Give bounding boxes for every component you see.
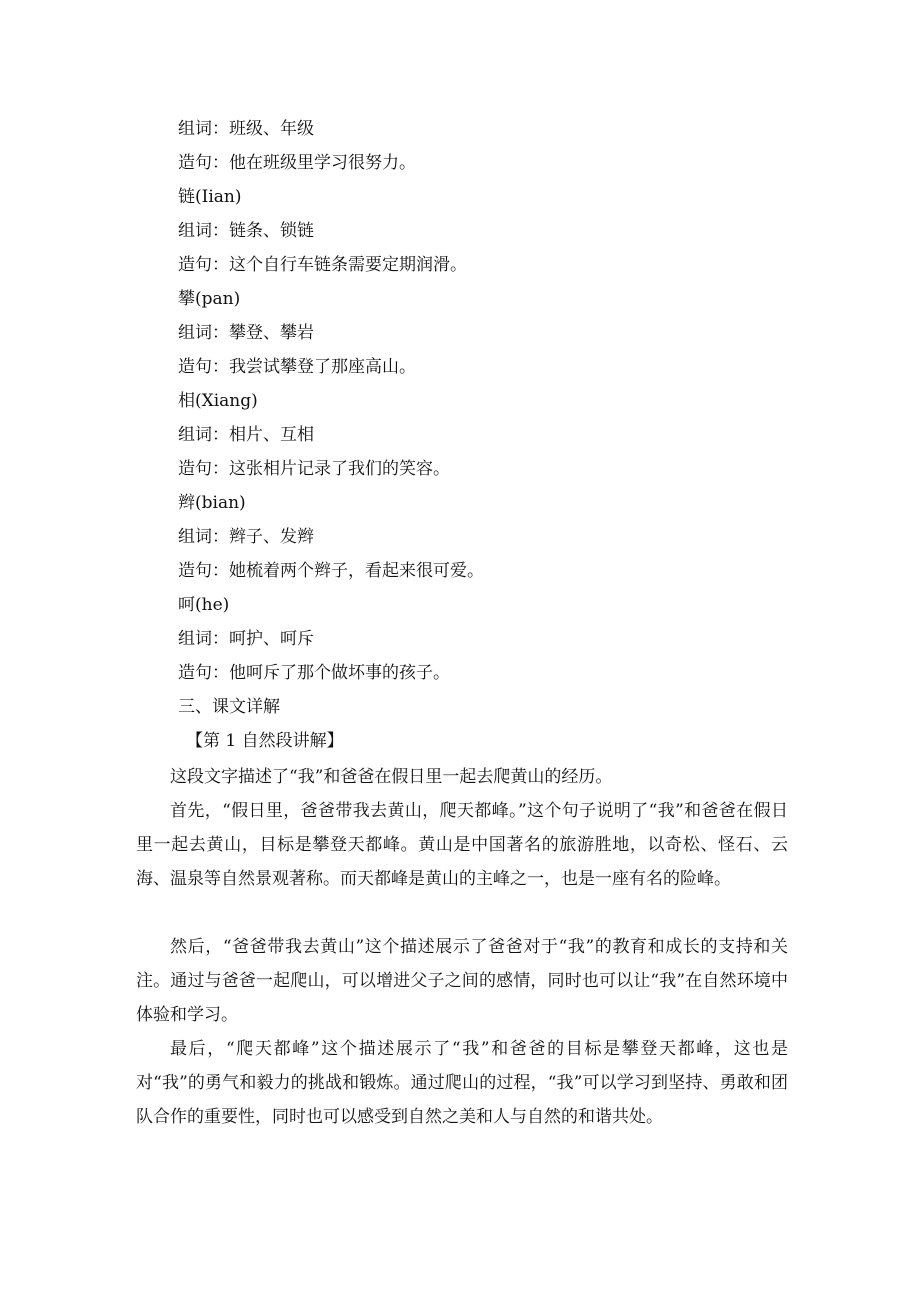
vocab-header: 呵(he) (178, 595, 230, 615)
vocab-sentence: 造句：他在班级里学习很努力。 (178, 153, 416, 173)
vocab-compound: 组词：链条、锁链 (178, 221, 314, 241)
vocab-sentence: 造句：他呵斥了那个做坏事的孩子。 (178, 663, 450, 683)
vocab-header: 链(Iian) (178, 187, 242, 207)
vocab-compound: 组词：呵护、呵斥 (178, 629, 314, 649)
vocab-sentence: 造句：我尝试攀登了那座高山。 (178, 357, 416, 377)
vocab-compound: 组词：辫子、发辫 (178, 527, 314, 547)
paragraph: 然后，“爸爸带我去黄山”这个描述展示了爸爸对于“我”的教育和成长的支持和关注。通过与爸爸一起爬山，可以增进父子之间的感情，同时也可以让“我”在自然环境中体验和学习。 (136, 937, 788, 1025)
paragraph: 最后，“爬天都峰”这个描述展示了“我”和爸爸的目标是攀登天都峰，这也是对“我”的勇气和毅力的挑战和锻炼。通过爬山的过程，“我”可以学习到坚持、勇敢和团队合作的重要性，同时也可以感受到自然之美和人与自然的和谐共处。 (136, 1039, 788, 1127)
vocab-sentence: 造句：这个自行车链条需要定期润滑。 (178, 255, 467, 275)
section-title: 三、课文详解 (178, 697, 280, 717)
vocab-compound: 组词：班级、年级 (178, 119, 314, 139)
subsection-title: 【第 1 自然段讲解】 (186, 731, 344, 751)
vocab-header: 攀(pan) (178, 289, 241, 309)
paragraph: 首先，“假日里，爸爸带我去黄山，爬天都峰。”这个句子说明了“我”和爸爸在假日里一起去黄山，目标是攀登天都峰。黄山是中国著名的旅游胜地，以奇松、怪石、云海、温泉等自然景观著称。而天都峰是黄山的主峰之一，也是一座有名的险峰。 (136, 801, 788, 889)
vocab-compound: 组词：攀登、攀岩 (178, 323, 314, 343)
paragraph: 这段文字描述了“我”和爸爸在假日里一起去爬黄山的经历。 (170, 767, 613, 787)
vocab-compound: 组词：相片、互相 (178, 425, 314, 445)
vocab-header: 辫(bian) (178, 493, 246, 513)
vocab-sentence: 造句：这张相片记录了我们的笑容。 (178, 459, 450, 479)
vocab-sentence: 造句：她梳着两个辫子，看起来很可爱。 (178, 561, 484, 581)
vocab-header: 相(Xiang) (178, 391, 258, 411)
